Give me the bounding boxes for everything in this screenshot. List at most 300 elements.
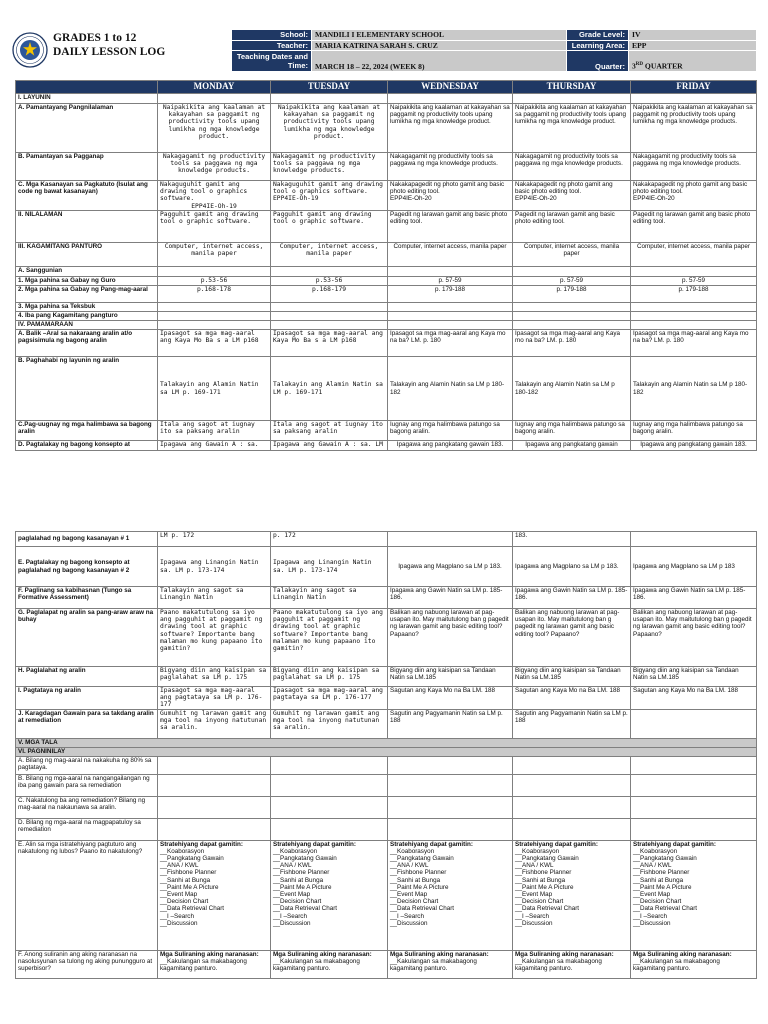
table-row — [16, 774, 757, 796]
table-row — [16, 303, 757, 312]
cell-tue: p.168-179 — [271, 286, 388, 303]
table-row — [16, 321, 757, 330]
strategy-item: __Event Map — [515, 891, 553, 899]
table-row — [16, 441, 757, 451]
cell-fri: Ipagawa ang Magplano sa LM p 183 — [631, 547, 757, 587]
strategy-item: __Sanhi at Bunga — [515, 876, 566, 884]
cell-mon — [158, 774, 271, 796]
row-label: 1. Mga pahina sa Gabay ng Guro — [16, 277, 158, 286]
table-row — [16, 243, 757, 267]
cell-fri — [631, 303, 757, 312]
cell-tue — [271, 756, 388, 774]
cell-fri: p. 57-59 — [631, 277, 757, 286]
teaching-dates-value: MARCH 18 – 22, 2024 (WEEK 8) — [312, 51, 567, 72]
table-row — [16, 277, 757, 286]
cell-fri — [631, 181, 757, 211]
cell-mon — [158, 181, 271, 211]
table-row — [16, 104, 757, 153]
cell-wed — [388, 532, 513, 547]
strategy-item: __I –Search — [633, 912, 667, 920]
row-label: A. Bilang ng mag-aaral na nakakuha ng 80% sa pagtataya. — [16, 756, 158, 774]
strategy-list-mon — [158, 840, 271, 950]
cell-tue — [271, 774, 388, 796]
strategy-item: __Koaborasyon — [515, 847, 560, 855]
strategy-item: __Paint Me A Picture — [633, 883, 692, 891]
cell-tue: Ipagawa ang Linangin Natin sa. LM p. 173-174 — [271, 547, 388, 587]
table-row — [16, 94, 757, 104]
problem-item-cont: kagamitang panturo. — [633, 965, 691, 973]
cell-fri — [631, 312, 757, 321]
table-row — [16, 587, 757, 609]
problem-item: __Kakulangan sa makabagong — [515, 957, 602, 965]
strategy-title: Stratehiyang dapat gamitin: — [160, 840, 243, 848]
cell-mon: Ipasagot sa mga mag-aaral ang Kaya Mo Ba s a LM p168 — [158, 330, 271, 357]
cell-fri: p. 179-188 — [631, 286, 757, 303]
cell-wed: Nakagagamit ng productivity tools sa paggawa ng mga knowledge products. — [388, 153, 513, 181]
table-row — [16, 330, 757, 357]
strategy-item: __Decision Chart — [515, 898, 564, 906]
strategy-item: __Sanhi at Bunga — [390, 876, 441, 884]
problem-item: __Kakulangan sa makabagong — [390, 957, 477, 965]
cell-thu — [513, 303, 631, 312]
table-row — [16, 818, 757, 840]
competency-code: EPP4IE-Oh-19 — [273, 195, 319, 203]
cell-tue: Ipasagot sa mga mag-aaral ang Kaya Mo Ba s a LM p168 — [271, 330, 388, 357]
strategy-item: __Data Retrieval Chart — [273, 905, 338, 913]
cell-tue: Ipasagot sa mga mag-aaral ang pagtataya sa LM p. 176-177 — [271, 687, 388, 710]
teacher-value: MARIA KATRINA SARAH S. CRUZ — [312, 40, 567, 51]
cell-thu — [513, 312, 631, 321]
teaching-dates-label — [232, 51, 312, 72]
table-row — [16, 709, 757, 738]
cell-fri — [631, 532, 757, 547]
strategy-item: __Data Retrieval Chart — [515, 905, 580, 913]
cell-tue: Pagguhit gamit ang drawing tool o graphic software. — [271, 211, 388, 243]
cell-thu: Ipagawa ang pangkatang gawain — [513, 441, 631, 451]
quarter-suffix: RD — [635, 62, 644, 68]
strategy-item: __Event Map — [633, 891, 671, 899]
row-label: D. Bilang ng mga-aaral na magpapatuloy sa remediation — [16, 818, 158, 840]
problem-item-cont: kagamitang panturo. — [160, 965, 218, 973]
table-row — [16, 667, 757, 687]
cell-fri: Ipagawa ang Gawin Natin sa LM p. 185-186. — [631, 587, 757, 609]
cell-mon: Pagguhit gamit ang drawing tool o graphic software. — [158, 211, 271, 243]
strategy-list-thu — [513, 840, 631, 950]
cell-thu: p. 57-59 — [513, 277, 631, 286]
cell-mon — [158, 267, 271, 277]
strategy-title: Stratehiyang dapat gamitin: — [633, 840, 716, 848]
table-row — [16, 357, 757, 421]
strategy-item: __Discussion — [633, 919, 671, 927]
cell-fri: Sagutan ang Kaya Mo na Ba LM. 188 — [631, 687, 757, 710]
cell-tue — [271, 818, 388, 840]
table-row — [16, 756, 757, 774]
problem-list-fri — [631, 950, 757, 978]
grade-level-label: Grade Level: — [567, 30, 629, 41]
cell-text: Nakakapagedit ng photo gamit ang basic photo editing tool. — [390, 181, 505, 196]
strategy-title: Stratehiyang dapat gamitin: — [390, 840, 473, 848]
row-label: IV. PAMAMARAAN — [16, 321, 158, 330]
strategy-list-fri — [631, 840, 757, 950]
row-label: 2. Mga pahina sa Gabay ng Pang-mag-aaral — [16, 286, 158, 303]
cell-fri — [631, 818, 757, 840]
cell-wed: Sagutin ang Pagyamanin Natin sa LM p. 188 — [388, 709, 513, 738]
cell-thu: Ipasagot sa mga mag-aaral ang Kaya mo na ba? LM. p. 180 — [513, 330, 631, 357]
cell-tue: Paano makatutulong sa iyo ang pagguhit at paggamit ng drawing tool at graphic software? Importante bang malaman mo kung papaano ito gamitin? — [271, 609, 388, 667]
cell-wed: p. 57-59 — [388, 277, 513, 286]
strategy-item: __ANA / KWL — [390, 862, 429, 870]
cell-tue: Bigyang diin ang kaisipan sa paglalahat sa LM p. 175 — [271, 667, 388, 687]
strategy-item: __I –Search — [160, 912, 194, 920]
cell-text: Nakaguguhit gamit ang drawing tool o graphics software. — [160, 181, 248, 203]
strategy-item: __Discussion — [515, 919, 553, 927]
row-label: H. Paglalahat ng aralin — [16, 667, 158, 687]
day-tuesday: TUESDAY — [271, 81, 388, 94]
cell-thu: Balikan ang nabuong larawan at pag-usapan ito. May maitutulong ban g pagedit ng larawan gamit ang basic editing tool? Papaano? — [513, 609, 631, 667]
cell-fri — [631, 94, 757, 104]
row-label: 4. Iba pang Kagamitang pangturo — [16, 312, 158, 321]
learning-area-label: Learning Area: — [567, 40, 629, 51]
brand-title — [53, 31, 165, 59]
strategy-item: __Fishbone Planner — [515, 869, 572, 877]
cell-thu: Ipagawa ang Magplano sa LM p 183. — [513, 547, 631, 587]
cell-tue: Talakayin ang sagot sa Linangin Natin — [271, 587, 388, 609]
cell-mon: Talakayin ang sagot sa Linangin Natin — [158, 587, 271, 609]
cell-mon: Paano makatutulong sa iyo ang pagguhit at paggamit ng drawing tool at graphic software? Importante bang malaman mo kung papaano ito gamitin? — [158, 609, 271, 667]
cell-fri — [631, 774, 757, 796]
cell-wed: Balikan ang nabuong larawan at pag-usapan ito. May maitutulong ban g pagedit ng larawan gamit ang basic editing tool? Papaano? — [388, 609, 513, 667]
cell-tue: p. 172 — [271, 532, 388, 547]
row-label: B. Pamantayan sa Pagganap — [16, 153, 158, 181]
cell-fri: Talakayin ang Alamin Natin sa LM p 180-182 — [631, 357, 757, 421]
cell-tue — [271, 321, 388, 330]
cell-mon — [158, 303, 271, 312]
problem-item-cont: kagamitang panturo. — [390, 965, 448, 973]
row-label: B. Paghahabi ng layunin ng aralin — [16, 357, 158, 421]
cell-wed: Ipagawa ang Gawin Natin sa LM p. 185-186. — [388, 587, 513, 609]
cell-tue: Itala ang sagot at iugnay ito sa paksang aralin — [271, 421, 388, 441]
lesson-table-bottom — [15, 531, 757, 979]
row-label: I. LAYUNIN — [16, 94, 158, 104]
cell-mon: Ipagawa ang Gawain A : sa. — [158, 441, 271, 451]
table-row — [16, 181, 757, 211]
problems-title: Mga Suliraning aking naranasan: — [160, 950, 259, 958]
table-row — [16, 747, 757, 756]
cell-mon: Itala ang sagot at iugnay ito sa paksang aralin — [158, 421, 271, 441]
cell-tue: Nakagagamit ng productivity tools sa paggawa ng mga knowledge products. — [271, 153, 388, 181]
table-row — [16, 421, 757, 441]
day-wednesday: WEDNESDAY — [388, 81, 513, 94]
cell-fri: Pagedit ng larawan gamit ang basic photo editing tool. — [631, 211, 757, 243]
row-label: C.Pag-uugnay ng mga halimbawa sa bagong aralin — [16, 421, 158, 441]
cell-wed: Talakayin ang Alamin Natin sa LM p 180-182 — [388, 357, 513, 421]
strategy-item: __ANA / KWL — [273, 862, 312, 870]
strategy-item: __Decision Chart — [633, 898, 682, 906]
competency-code: EPP4IE-Oh-20 — [633, 195, 675, 203]
strategy-item: __Discussion — [160, 919, 198, 927]
strategy-item: __Paint Me A Picture — [515, 883, 574, 891]
day-header-row — [16, 81, 757, 94]
strategy-list-wed — [388, 840, 513, 950]
problem-item: __Kakulangan sa makabagong — [160, 957, 247, 965]
cell-mon: p.53-56 — [158, 277, 271, 286]
cell-thu: Sagutan ang Kaya Mo na Ba LM. 188 — [513, 687, 631, 710]
strategy-item: __I –Search — [273, 912, 307, 920]
strategy-title: Stratehiyang dapat gamitin: — [515, 840, 598, 848]
problem-list-tue — [271, 950, 388, 978]
row-label: F. Anong suliranin ang aking naranasan na nasolusyunan sa tulong ng aking punungguro at superbisor? — [16, 950, 158, 978]
cell-fri — [631, 267, 757, 277]
cell-mon — [158, 818, 271, 840]
table-row — [16, 609, 757, 667]
row-label: 3. Mga pahina sa Teksbuk — [16, 303, 158, 312]
problem-item-cont: kagamitang panturo. — [515, 965, 573, 973]
strategy-item: __Data Retrieval Chart — [633, 905, 698, 913]
cell-mon: Bigyang diin ang kaisipan sa paglalahat sa LM p. 175 — [158, 667, 271, 687]
cell-tue: Naipakikita ang kaalaman at kakayahan sa paggamit ng productivity tools upang lumikha ng mga knowledge product. — [271, 104, 388, 153]
strategy-item: __Koaborasyon — [273, 847, 318, 855]
row-label: paglalahad ng bagong kasanayan # 1 — [16, 532, 158, 547]
section-heading: VI. PAGNINILAY — [16, 747, 757, 756]
competency-code: EPP4IE-Oh-19 — [191, 202, 237, 210]
strategy-item: __Sanhi at Bunga — [273, 876, 324, 884]
cell-fri — [631, 756, 757, 774]
strategy-item: __Fishbone Planner — [390, 869, 447, 877]
cell-thu — [513, 181, 631, 211]
strategy-item: __Pangkatang Gawain — [390, 855, 454, 863]
strategy-title: Stratehiyang dapat gamitin: — [273, 840, 356, 848]
cell-tue — [271, 303, 388, 312]
strategy-item: __Fishbone Planner — [633, 869, 690, 877]
cell-thu — [513, 818, 631, 840]
cell-thu: 183. — [513, 532, 631, 547]
cell-wed: Ipagawa ang Magplano sa LM p 183. — [388, 547, 513, 587]
cell-tue — [271, 181, 388, 211]
grade-level-value: IV — [629, 30, 757, 41]
strategy-item: __Fishbone Planner — [273, 869, 330, 877]
strategy-item: __ANA / KWL — [515, 862, 554, 870]
table-row — [16, 312, 757, 321]
cell-wed — [388, 818, 513, 840]
quarter-label: Quarter: — [567, 51, 629, 72]
day-friday: FRIDAY — [631, 81, 757, 94]
cell-wed: Ipasagot sa mga mag-aaral ang Kaya mo na ba? LM. p. 180 — [388, 330, 513, 357]
cell-thu: Naipakikita ang kaalaman at kakayahan sa paggamit ng productivity tools upang lumikha ng mga knowledge product. — [513, 104, 631, 153]
strategy-item: __Data Retrieval Chart — [160, 905, 225, 913]
row-label: E. Alin sa mga istratehiyang pagtuturo ang nakatulong ng lubos? Paano ito nakatulong? — [16, 840, 158, 950]
learning-area-value: EPP — [629, 40, 757, 51]
table-row — [16, 687, 757, 710]
strategy-item: __ANA / KWL — [633, 862, 672, 870]
cell-wed: Bigyang diin ang kaisipan sa Tandaan Natin sa LM.185 — [388, 667, 513, 687]
cell-thu — [513, 796, 631, 818]
strategy-item: __ANA / KWL — [160, 862, 199, 870]
row-label: B. Bilang ng mga-aaral na nangangailangan ng iba pang gawain para sa remediation — [16, 774, 158, 796]
cell-fri: Balikan ang nabuong larawan at pag-usapan ito. May maitutulong ban g pagedit ng larawan gamit ang basic editing tool? Papaano? — [631, 609, 757, 667]
row-label: C. Nakatulong ba ang remediation? Bilang ng mag-aaral na nakaunawa sa aralin. — [16, 796, 158, 818]
cell-tue: Talakayin ang Alamin Natin sa LM p. 169-171 — [271, 357, 388, 421]
strategy-item: __Koaborasyon — [633, 847, 678, 855]
cell-wed: Ipagawa ang pangkatang gawain 183. — [388, 441, 513, 451]
teacher-label: Teacher: — [232, 40, 312, 51]
cell-wed — [388, 267, 513, 277]
strategy-item: __Paint Me A Picture — [390, 883, 449, 891]
table-row — [16, 950, 757, 978]
cell-thu — [513, 756, 631, 774]
cell-wed — [388, 774, 513, 796]
quarter-word: QUARTER — [643, 62, 683, 71]
teaching-dates-label-1: Teaching Dates and — [236, 51, 308, 61]
strategy-item: __I –Search — [390, 912, 424, 920]
cell-thu: Ipagawa ang Gawin Natin sa LM p. 185-186. — [513, 587, 631, 609]
row-label: D. Pagtalakay ng bagong konsepto at — [16, 441, 158, 451]
cell-wed — [388, 303, 513, 312]
cell-mon: Ipasagot sa mga mag-aaral ang pagtataya sa LM p. 176-177 — [158, 687, 271, 710]
row-label: C. Mga Kasanayan sa Pagkatuto (Isulat ang code ng bawat kasanayan) — [16, 181, 158, 211]
table-row — [16, 211, 757, 243]
cell-tue: p.53-56 — [271, 277, 388, 286]
strategy-item: __Discussion — [390, 919, 428, 927]
cell-thu — [513, 94, 631, 104]
cell-thu: Computer, internet access, manila paper — [513, 243, 631, 267]
problem-item: __Kakulangan sa makabagong — [273, 957, 360, 965]
cell-wed — [388, 312, 513, 321]
cell-wed: p. 179-188 — [388, 286, 513, 303]
strategy-item: __Fishbone Planner — [160, 869, 217, 877]
section-heading: V. MGA TALA — [16, 738, 757, 747]
cell-tue: Computer, internet access, manila paper — [271, 243, 388, 267]
cell-thu — [513, 267, 631, 277]
problems-title: Mga Suliraning aking naranasan: — [390, 950, 489, 958]
strategy-item: __Paint Me A Picture — [273, 883, 332, 891]
cell-mon — [158, 796, 271, 818]
cell-fri: Ipagawa ang pangkatang gawain 183. — [631, 441, 757, 451]
cell-fri: Computer, internet access, manila paper — [631, 243, 757, 267]
strategy-item: __Koaborasyon — [160, 847, 205, 855]
cell-fri: Ipasagot sa mga mag-aaral ang Kaya mo na ba? LM. p. 180 — [631, 330, 757, 357]
competency-code: EPP4IE-Oh-20 — [515, 195, 557, 203]
cell-thu: Pagedit ng larawan gamit ang basic photo editing tool. — [513, 211, 631, 243]
cell-thu: Bigyang diin ang kaisipan sa Tandaan Natin sa LM.185 — [513, 667, 631, 687]
table-row — [16, 153, 757, 181]
competency-code: EPP4IE-Oh-20 — [390, 195, 432, 203]
cell-tue — [271, 267, 388, 277]
problem-item: __Kakulangan sa makabagong — [633, 957, 720, 965]
strategy-item: __Pangkatang Gawain — [160, 855, 224, 863]
cell-mon: Naipakikita ang kaalaman at kakayahan sa paggamit ng productivity tools upang lumikha ng mga knowledge product. — [158, 104, 271, 153]
strategy-item: __Pangkatang Gawain — [515, 855, 579, 863]
strategy-item: __Koaborasyon — [390, 847, 435, 855]
day-monday: MONDAY — [158, 81, 271, 94]
cell-tue: Ipagawa ang Gawain A : sa. LM — [271, 441, 388, 451]
table-row — [16, 267, 757, 277]
strategy-item: __Event Map — [273, 891, 311, 899]
row-label: E. Pagtalakay ng bagong konsepto at paglalahad ng bagong kasanayan # 2 — [16, 547, 158, 587]
cell-mon — [158, 312, 271, 321]
cell-text: Nakakapagedit ng photo gamit ang basic photo editing tool. — [515, 181, 613, 196]
problems-title: Mga Suliraning aking naranasan: — [515, 950, 614, 958]
cell-fri — [631, 796, 757, 818]
cell-wed — [388, 756, 513, 774]
strategy-item: __I –Search — [515, 912, 549, 920]
row-label: I. Pagtataya ng aralin — [16, 687, 158, 710]
cell-wed: Computer, internet access, manila paper — [388, 243, 513, 267]
strategy-item: __Event Map — [390, 891, 428, 899]
table-row — [16, 796, 757, 818]
problems-title: Mga Suliraning aking naranasan: — [633, 950, 732, 958]
strategy-item: __Sanhi at Bunga — [160, 876, 211, 884]
cell-thu: Nakagagamit ng productivity tools sa paggawa ng mga knowledge products. — [513, 153, 631, 181]
cell-fri: Iugnay ang mga halimbawa patungo sa bagong aralin. — [631, 421, 757, 441]
table-row — [16, 532, 757, 547]
cell-mon: Ipagawa ang Linangin Natin sa. LM p. 173-174 — [158, 547, 271, 587]
deped-seal-icon — [12, 32, 48, 68]
cell-tue: Gumuhit ng larawan gamit ang mga tool na inyong natutunan sa aralin. — [271, 709, 388, 738]
table-row — [16, 840, 757, 950]
cell-mon: Nakagagamit ng productivity tools sa paggawa ng mga knowledge products. — [158, 153, 271, 181]
table-row — [16, 738, 757, 747]
cell-mon: Gumuhit ng larawan gamit ang mga tool na inyong natutunan sa aralin. — [158, 709, 271, 738]
cell-tue — [271, 312, 388, 321]
strategy-item: __Paint Me A Picture — [160, 883, 219, 891]
quarter-value — [629, 51, 757, 72]
header-info-table — [231, 29, 757, 72]
strategy-item: __Pangkatang Gawain — [273, 855, 337, 863]
school-label: School: — [232, 30, 312, 41]
row-label: A. Balik –Aral sa nakaraang aralin at/o pagsisimula ng bagong aralin — [16, 330, 158, 357]
cell-wed: Pagedit ng larawan gamit ang basic photo editing tool. — [388, 211, 513, 243]
cell-mon: LM p. 172 — [158, 532, 271, 547]
brand-line-1: GRADES 1 to 12 — [53, 32, 137, 44]
teaching-dates-label-2: Time: — [287, 61, 308, 70]
cell-wed — [388, 94, 513, 104]
cell-thu: Sagutin ang Pagyamanin Natin sa LM p. 188 — [513, 709, 631, 738]
table-row — [16, 286, 757, 303]
cell-tue — [271, 796, 388, 818]
cell-fri — [631, 709, 757, 738]
row-label: J. Karagdagan Gawain para sa takdang aralin at remediation — [16, 709, 158, 738]
cell-wed: Sagutan ang Kaya Mo na Ba LM. 188 — [388, 687, 513, 710]
problems-title: Mga Suliraning aking naranasan: — [273, 950, 372, 958]
cell-mon: Computer, internet access, manila paper — [158, 243, 271, 267]
strategy-item: __Decision Chart — [160, 898, 209, 906]
cell-wed — [388, 796, 513, 818]
strategy-list-tue — [271, 840, 388, 950]
cell-thu: Talakayin ang Alamin Natin sa LM p 180-182 — [513, 357, 631, 421]
cell-wed — [388, 181, 513, 211]
cell-thu — [513, 321, 631, 330]
row-label: A. Sanggunian — [16, 267, 158, 277]
strategy-item: __Discussion — [273, 919, 311, 927]
strategy-item: __Sanhi at Bunga — [633, 876, 684, 884]
cell-wed: Iugnay ang mga halimbawa patungo sa bagong aralin. — [388, 421, 513, 441]
day-header-blank — [16, 81, 158, 94]
problem-list-thu — [513, 950, 631, 978]
quarter-number: 3 — [632, 62, 636, 71]
table-row — [16, 547, 757, 587]
cell-thu — [513, 774, 631, 796]
school-value: MANDILI I ELEMENTARY SCHOOL — [312, 30, 567, 41]
cell-fri: Bigyang diin ang kaisipan sa Tandaan Natin sa LM.185 — [631, 667, 757, 687]
cell-wed — [388, 321, 513, 330]
row-label: II. NILALAMAN — [16, 211, 158, 243]
problem-list-mon — [158, 950, 271, 978]
strategy-item: __Decision Chart — [273, 898, 322, 906]
strategy-item: __Event Map — [160, 891, 198, 899]
cell-thu: Iugnay ang mga halimbawa patungo sa bagong aralin. — [513, 421, 631, 441]
lesson-table-top — [15, 80, 757, 451]
row-label: A. Pamantayang Pangnilalaman — [16, 104, 158, 153]
